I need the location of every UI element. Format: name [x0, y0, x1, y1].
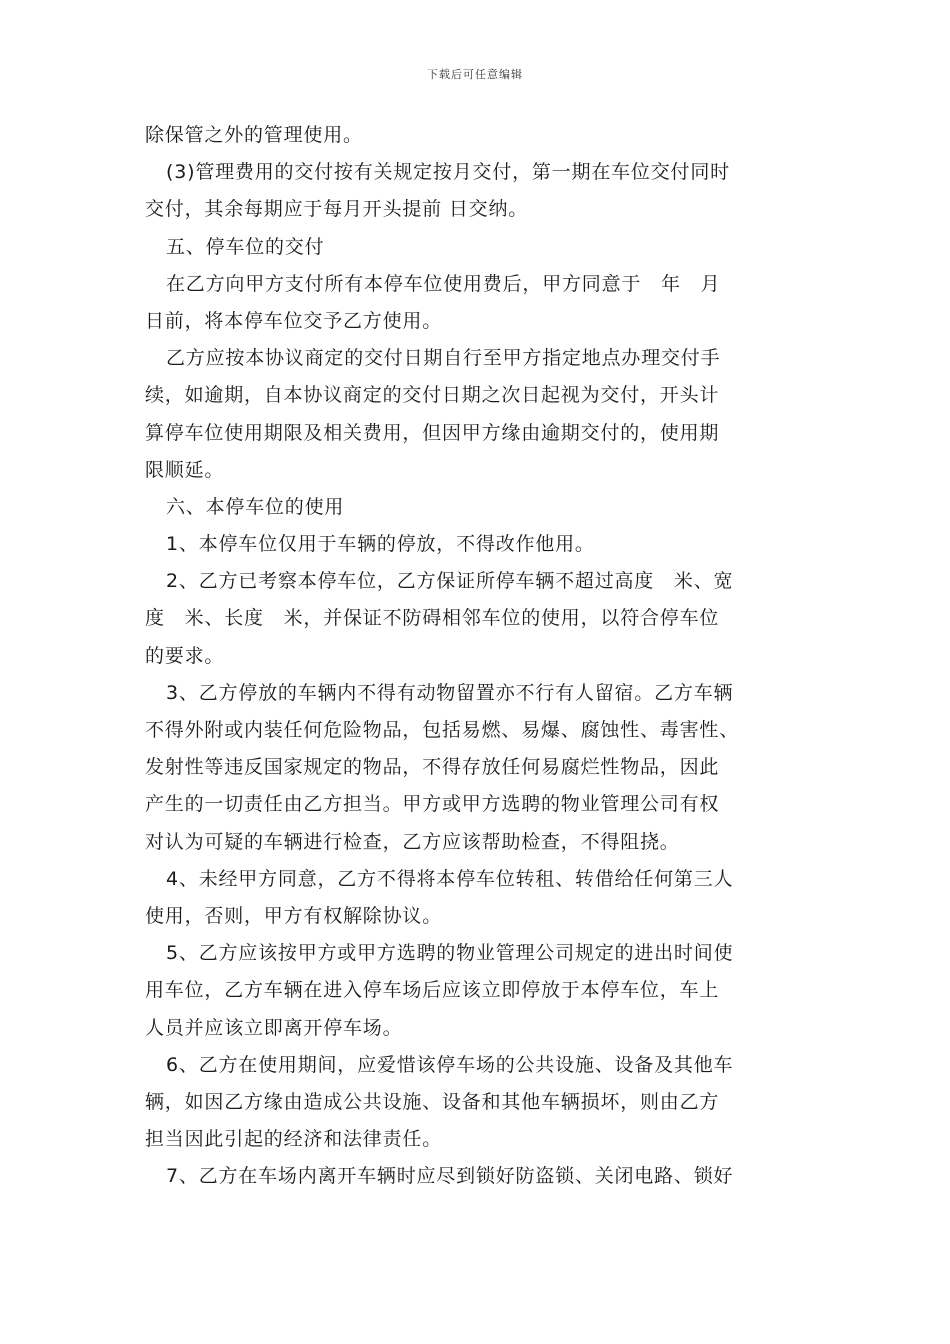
text-line: 对认为可疑的车辆进行检查，乙方应该帮助检查，不得阻挠。: [145, 830, 680, 853]
text-line: 度 米、长度 米，并保证不防碍相邻车位的使用，以符合停车位: [145, 607, 720, 630]
text-line: 续，如逾期，自本协议商定的交付日期之次日起视为交付，开头计: [145, 384, 720, 407]
text-line: 用车位，乙方车辆在进入停车场后应该立即停放于本停车位，车上: [145, 979, 720, 1002]
text-line: 使用，否则，甲方有权解除协议。: [145, 904, 443, 927]
text-line: 7、乙方在车场内离开车辆时应尽到锁好防盗锁、关闭电路、锁好: [166, 1165, 734, 1188]
text-line: 担当因此引起的经济和法律责任。: [145, 1128, 443, 1151]
text-line: 5、乙方应该按甲方或甲方选聘的物业管理公司规定的进出时间使: [166, 942, 734, 965]
text-line: 在乙方向甲方支付所有本停车位使用费后，甲方同意于 年 月: [166, 272, 721, 295]
text-line: 产生的一切责任由乙方担当。甲方或甲方选聘的物业管理公司有权: [145, 793, 720, 816]
text-line: 日前，将本停车位交予乙方使用。: [145, 309, 443, 332]
text-line: 乙方应按本协议商定的交付日期自行至甲方指定地点办理交付手: [166, 347, 721, 370]
text-line: 的要求。: [145, 644, 225, 667]
text-line: 3、乙方停放的车辆内不得有动物留置亦不行有人留宿。乙方车辆: [166, 681, 734, 704]
text-line: 六、本停车位的使用: [166, 495, 345, 518]
text-line: 2、乙方已考察本停车位，乙方保证所停车辆不超过高度 米、宽: [166, 570, 734, 593]
text-line: 除保管之外的管理使用。: [145, 124, 363, 146]
page-header: 下载后可任意编辑: [427, 68, 523, 81]
text-line: 不得外附或内装任何危险物品，包括易燃、易爆、腐蚀性、毒害性、: [145, 719, 740, 741]
text-line: 五、停车位的交付: [166, 235, 325, 258]
text-line: (3)管理费用的交付按有关规定按月交付，第一期在车位交付同时: [166, 161, 730, 184]
text-line: 4、未经甲方同意，乙方不得将本停车位转租、转借给任何第三人: [166, 867, 734, 890]
text-line: 辆，如因乙方缘由造成公共设施、设备和其他车辆损坏，则由乙方: [145, 1090, 720, 1113]
text-line: 算停车位使用期限及相关费用，但因甲方缘由逾期交付的，使用期: [145, 421, 720, 444]
text-line: 限顺延。: [145, 458, 225, 481]
text-line: 6、乙方在使用期间，应爱惜该停车场的公共设施、设备及其他车: [166, 1053, 734, 1076]
text-line: 交付，其余每期应于每月开头提前 日交纳。: [145, 198, 529, 221]
text-line: 1、本停车位仅用于车辆的停放，不得改作他用。: [166, 533, 595, 556]
text-line: 人员并应该立即离开停车场。: [145, 1016, 403, 1039]
text-line: 发射性等违反国家规定的物品，不得存放任何易腐烂性物品，因此: [145, 756, 720, 779]
document-body: [145, 117, 825, 1195]
